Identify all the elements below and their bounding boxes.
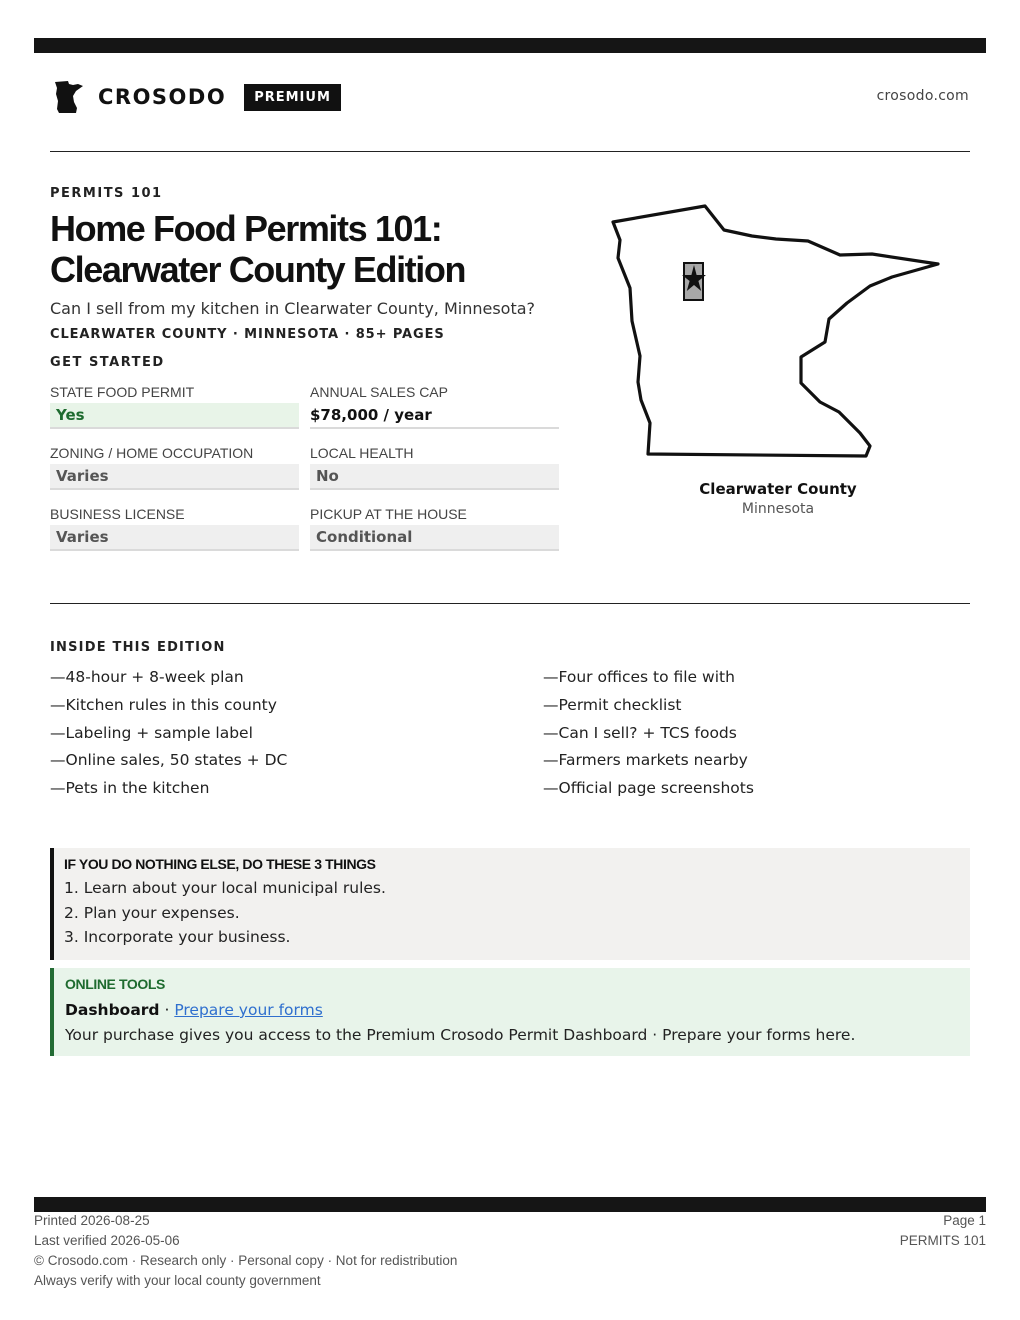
premium-badge: PREMIUM bbox=[244, 84, 341, 111]
site-url[interactable]: crosodo.com bbox=[876, 88, 969, 104]
map-county-name: Clearwater County bbox=[699, 480, 857, 498]
footer-section: PERMITS 101 bbox=[899, 1233, 986, 1248]
list-item: —Farmers markets nearby bbox=[543, 751, 748, 770]
copyright: © Crosodo.com · Research only · Personal copy · Not for redistribution bbox=[34, 1253, 458, 1268]
prepare-forms-link[interactable]: Prepare your forms bbox=[174, 1001, 323, 1019]
tools-links bbox=[65, 998, 970, 1022]
brand-name: CROSODO bbox=[98, 85, 227, 109]
list-item: —Kitchen rules in this county bbox=[50, 695, 277, 714]
edition-meta: CLEARWATER COUNTY · MINNESOTA · 85+ PAGES bbox=[50, 327, 445, 342]
tools-description: Your purchase gives you access to the Premium Crosodo Permit Dashboard · Prepare your forms here. bbox=[65, 1026, 856, 1044]
fact-value: No bbox=[310, 464, 559, 490]
fact-business-license bbox=[50, 504, 299, 565]
fact-label: PICKUP AT THE HOUSE bbox=[310, 506, 467, 522]
list-item: —Online sales, 50 states + DC bbox=[50, 751, 288, 770]
state-map bbox=[605, 200, 950, 465]
callout-title: IF YOU DO NOTHING ELSE, DO THESE 3 THINGS bbox=[64, 856, 376, 872]
fact-value: Varies bbox=[50, 464, 299, 490]
brand[interactable] bbox=[54, 80, 341, 114]
tools-title: ONLINE TOOLS bbox=[65, 976, 165, 992]
online-tools-callout bbox=[50, 968, 970, 1056]
printed-date: Printed 2026-08-25 bbox=[34, 1213, 150, 1228]
tools-separator: · bbox=[159, 1001, 175, 1019]
three-things-list bbox=[64, 876, 970, 950]
page-title: Home Food Permits 101: Clearwater County Edition bbox=[50, 208, 466, 290]
fact-label: ANNUAL SALES CAP bbox=[310, 384, 448, 400]
contents-list-right bbox=[543, 666, 754, 805]
fact-value: Varies bbox=[50, 525, 299, 551]
fact-state-food-permit bbox=[50, 382, 299, 443]
fact-label: LOCAL HEALTH bbox=[310, 445, 414, 461]
minnesota-silhouette-icon bbox=[54, 80, 84, 114]
fact-label: BUSINESS LICENSE bbox=[50, 506, 185, 522]
fact-grid bbox=[50, 382, 559, 565]
three-things-callout bbox=[50, 848, 970, 960]
footer-left bbox=[34, 1211, 457, 1291]
inside-heading: INSIDE THIS EDITION bbox=[50, 640, 226, 655]
contents-list-left bbox=[50, 666, 287, 805]
fact-zoning bbox=[50, 443, 299, 504]
dashboard-label: Dashboard bbox=[65, 1001, 160, 1019]
page-subtitle: Can I sell from my kitchen in Clearwater County, Minnesota? bbox=[50, 299, 536, 318]
list-item: —Official page screenshots bbox=[543, 779, 754, 798]
list-item: —Permit checklist bbox=[543, 695, 682, 714]
list-item: 1. Learn about your local municipal rules. bbox=[64, 879, 386, 897]
map-state-name: Minnesota bbox=[741, 501, 815, 517]
bottom-bar bbox=[34, 1197, 986, 1212]
footer-right bbox=[900, 1211, 986, 1251]
fact-value: Yes bbox=[50, 403, 299, 429]
top-bar bbox=[34, 38, 986, 53]
page-number: Page 1 bbox=[943, 1213, 986, 1228]
list-item: 2. Plan your expenses. bbox=[64, 903, 240, 922]
verify-note: Always verify with your local county government bbox=[34, 1273, 321, 1288]
list-item: —Can I sell? + TCS foods bbox=[543, 723, 737, 742]
section-divider bbox=[50, 603, 970, 604]
fact-value: $78,000 / year bbox=[310, 403, 559, 429]
fact-pickup bbox=[310, 504, 559, 565]
section-kicker: PERMITS 101 bbox=[50, 186, 163, 201]
state-outline bbox=[613, 206, 938, 456]
fact-local-health bbox=[310, 443, 559, 504]
list-item: —Labeling + sample label bbox=[50, 723, 253, 742]
header-divider bbox=[50, 151, 970, 152]
list-item: —48-hour + 8-week plan bbox=[50, 668, 244, 686]
get-started-heading: GET STARTED bbox=[50, 355, 165, 370]
fact-label: STATE FOOD PERMIT bbox=[50, 384, 195, 400]
list-item: —Four offices to file with bbox=[543, 668, 735, 686]
fact-annual-sales-cap bbox=[310, 382, 559, 443]
list-item: —Pets in the kitchen bbox=[50, 779, 210, 798]
fact-label: ZONING / HOME OCCUPATION bbox=[50, 445, 254, 461]
list-item: 3. Incorporate your business. bbox=[64, 928, 291, 946]
fact-value: Conditional bbox=[310, 525, 559, 551]
verified-date: Last verified 2026-05-06 bbox=[34, 1233, 180, 1248]
